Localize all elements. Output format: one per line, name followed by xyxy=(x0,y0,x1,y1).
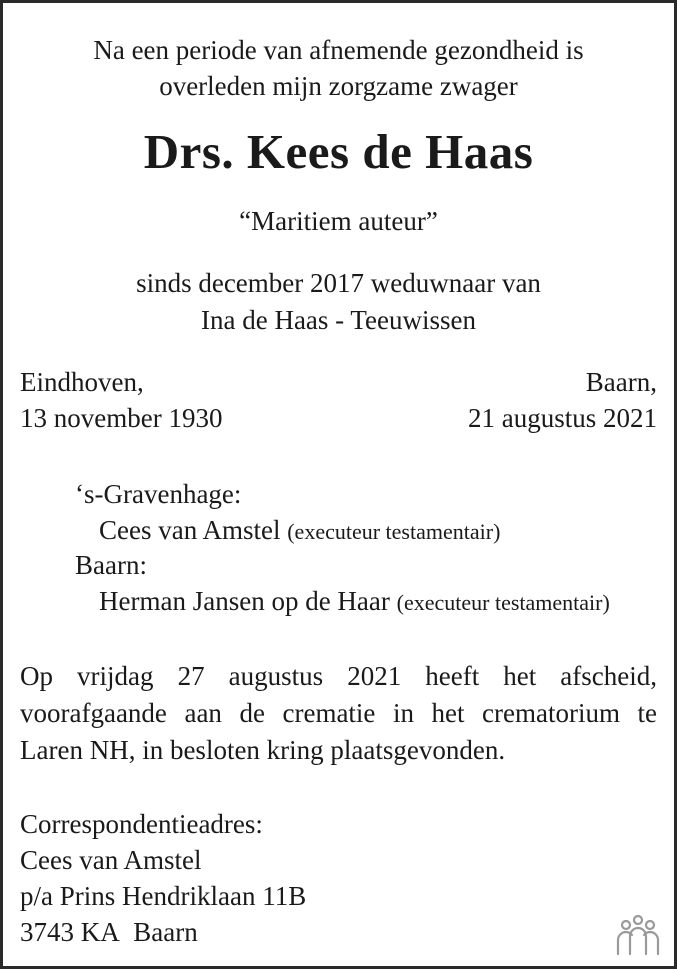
mourner-place-1: ‘s-Gravenhage: xyxy=(75,479,242,509)
mourner-role-1: (executeur testamentair) xyxy=(287,519,501,544)
mourner-entry-2 xyxy=(99,583,610,621)
ceremony-row-3: Laren NH, in besloten kring plaatsgevonden. xyxy=(20,735,506,765)
correspondence-heading: Correspondentieadres: xyxy=(20,809,263,839)
ceremony-row-1: Op vrijdag 27 augustus 2021 heeft het afscheid, xyxy=(20,661,657,691)
ceremony-row-2: voorafgaande aan de crematie in het crematorium te xyxy=(20,698,657,728)
deceased-name: Drs. Kees de Haas xyxy=(143,124,534,179)
ceremony-paragraph xyxy=(20,658,657,769)
mourner-person-1: Cees van Amstel xyxy=(99,515,281,545)
deceased-epithet: “Maritiem auteur” xyxy=(239,206,438,236)
birth-date: 13 november 1930 xyxy=(20,403,223,433)
widower-line-1: sinds december 2017 weduwnaar van xyxy=(136,268,541,298)
correspondence-name: Cees van Amstel xyxy=(20,845,202,875)
birth-place: Eindhoven, xyxy=(20,367,144,397)
people-group-icon xyxy=(614,914,662,956)
correspondence-street: p/a Prins Hendriklaan 11B xyxy=(20,881,307,911)
widower-line-2: Ina de Haas - Teeuwissen xyxy=(200,305,476,335)
correspondence-city: 3743 KA Baarn xyxy=(20,917,198,947)
mourner-person-2: Herman Jansen op de Haar xyxy=(99,586,390,616)
death-place: Baarn, xyxy=(585,367,657,397)
mourner-entry-1 xyxy=(99,512,500,550)
intro-line-2: overleden mijn zorgzame zwager xyxy=(159,71,518,101)
mourner-place-2: Baarn: xyxy=(75,550,147,580)
intro-line-1: Na een periode van afnemende gezondheid is xyxy=(93,35,584,65)
mourner-role-2: (executeur testamentair) xyxy=(396,590,610,615)
death-date: 21 augustus 2021 xyxy=(468,403,657,433)
